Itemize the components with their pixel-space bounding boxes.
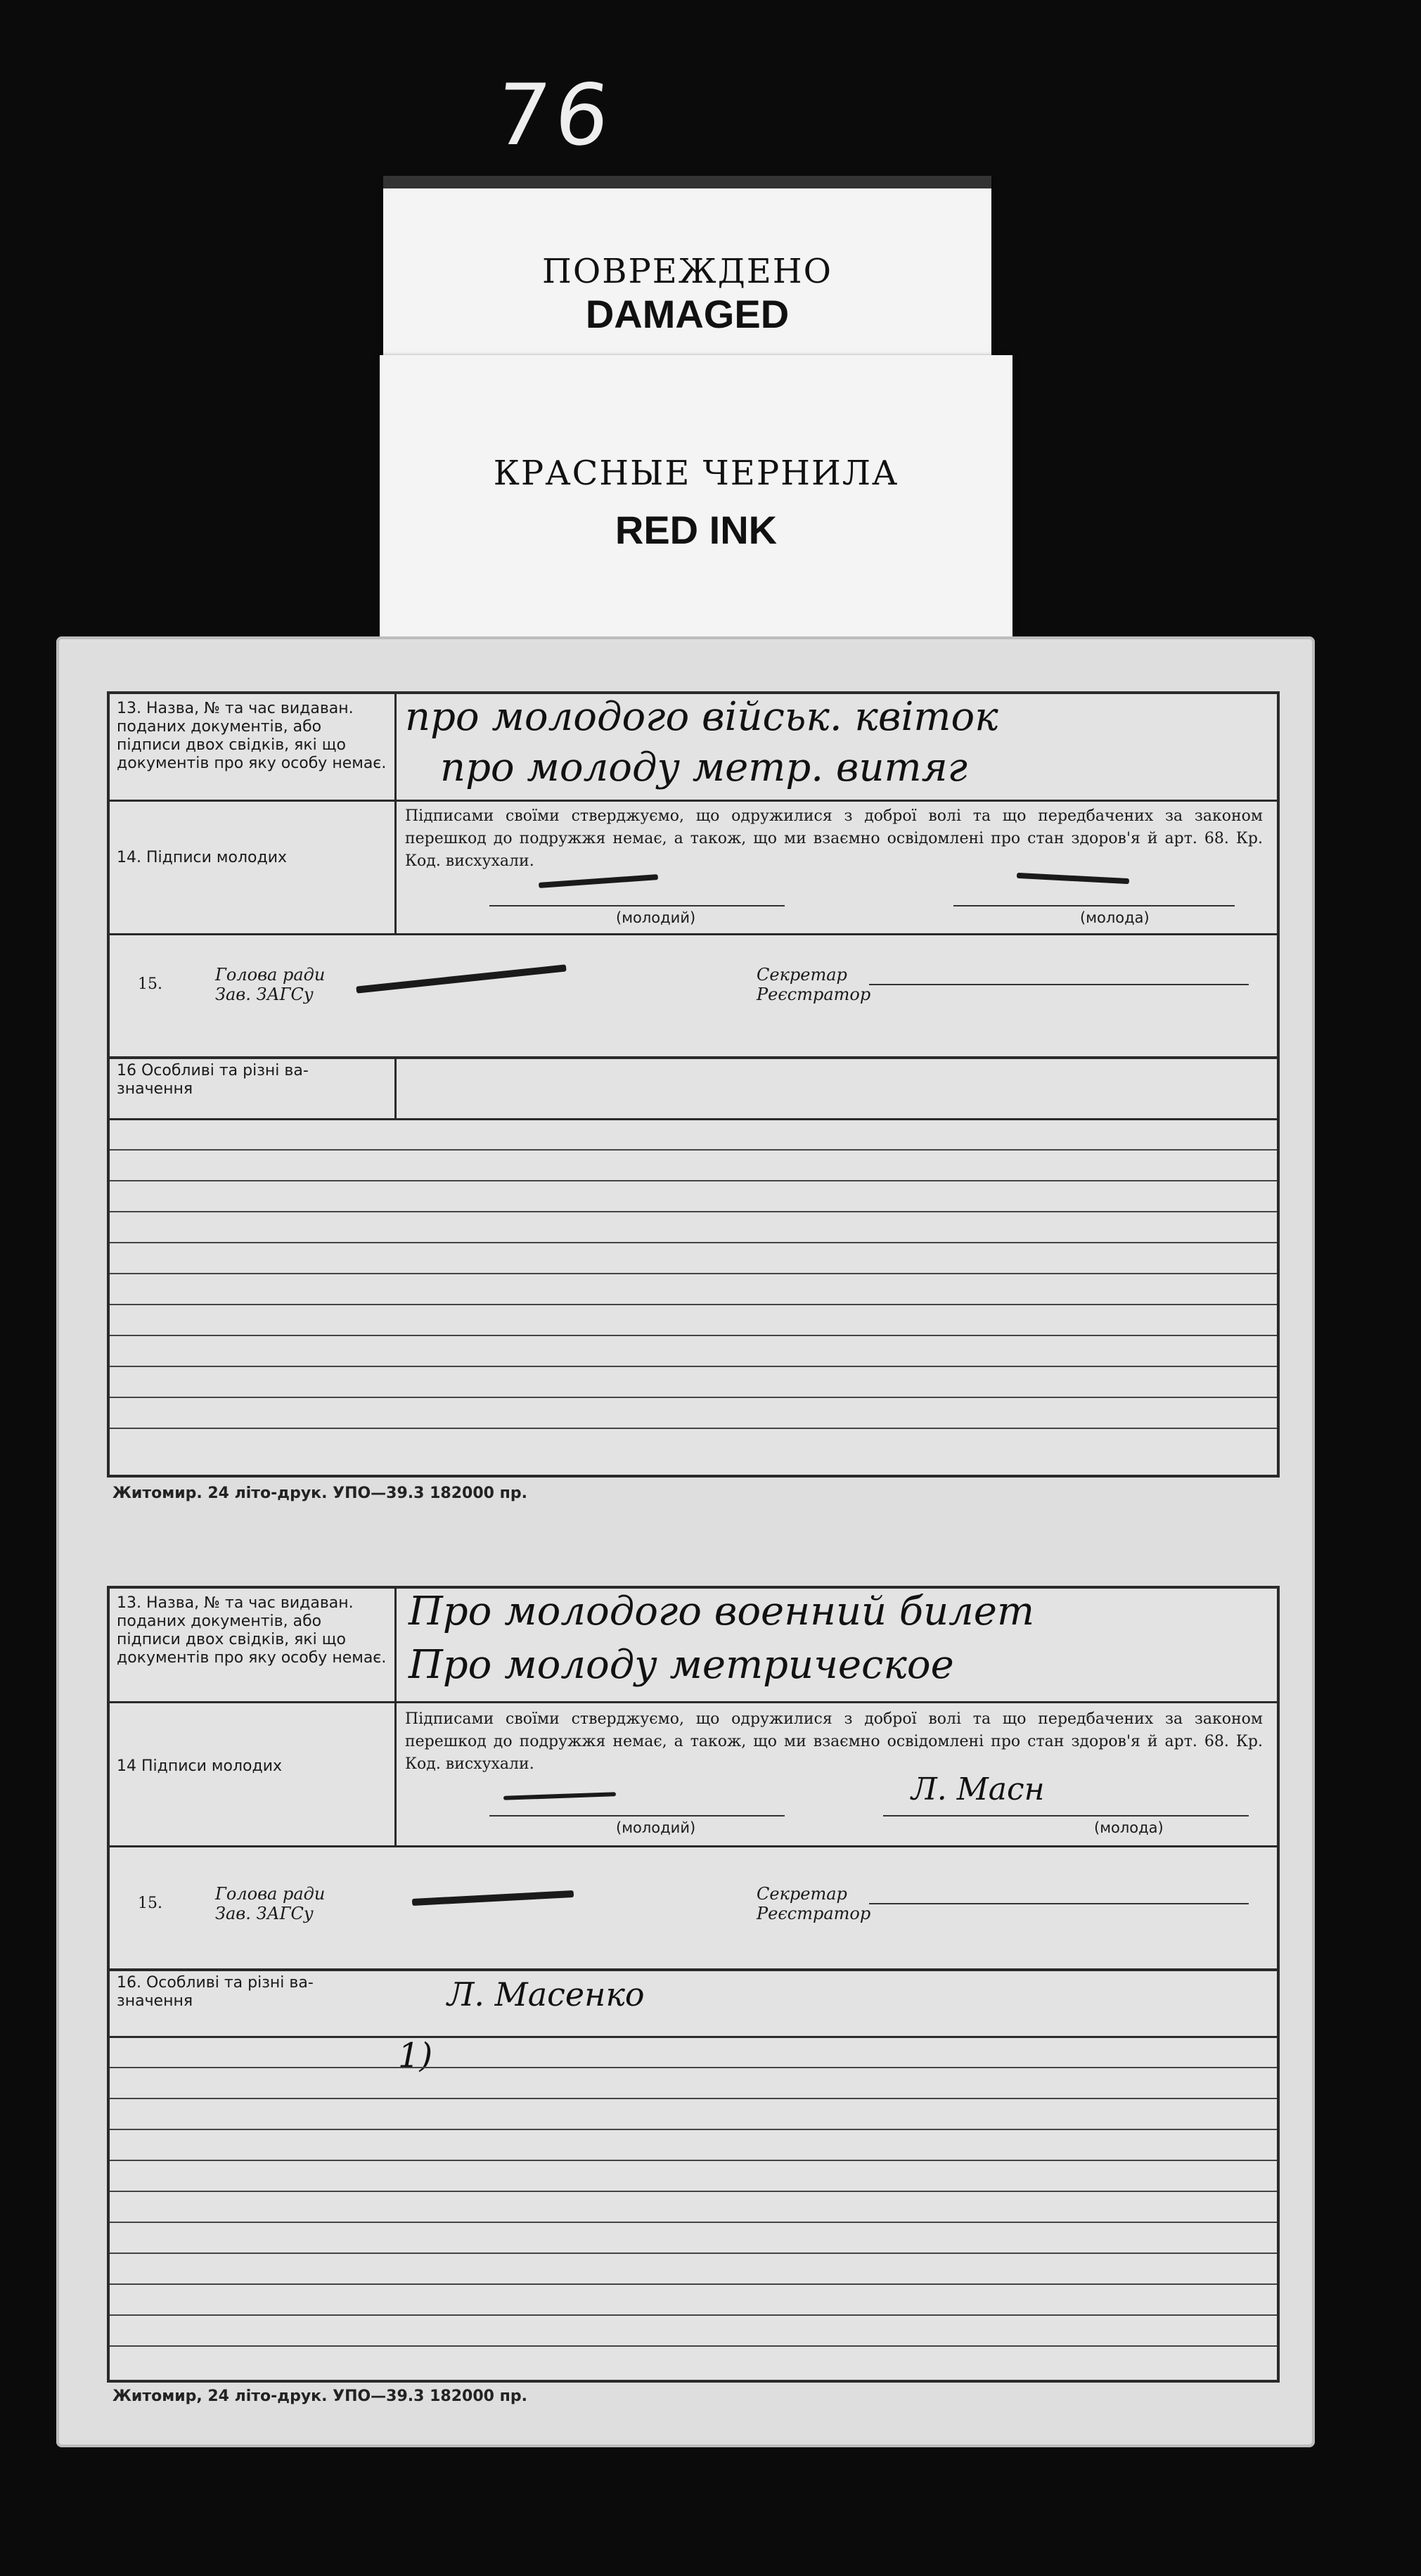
row-16-note: 1)	[398, 2036, 433, 2075]
bride-signature	[1017, 873, 1129, 884]
ruled-area	[110, 1118, 1277, 1475]
secretary-label: Секретар Реєстратор	[757, 965, 871, 1004]
row-16	[110, 1968, 1277, 2038]
secretary-label: Секретар Реєстратор	[757, 1884, 871, 1923]
groom-caption: (молодий)	[616, 1819, 696, 1836]
red-ink-tag-en: RED INK	[615, 508, 778, 552]
row-16-handwriting: Л. Масенко	[447, 1975, 645, 2013]
row-15-number: 15.	[138, 975, 162, 993]
row-14	[110, 1701, 1277, 1847]
damaged-tag-ru: ПОВРЕЖДЕНО	[541, 252, 833, 291]
row-13-handwriting-1: про молодого вiйськ. квiток	[405, 694, 998, 740]
row-15	[110, 1845, 1277, 1971]
form-1-footer: Житомир. 24 літо-друк. УПО—39.3 182000 пр.	[112, 1485, 527, 1502]
groom-signature	[539, 874, 658, 888]
marriage-record-1	[107, 691, 1280, 1478]
ruled-area	[110, 2036, 1277, 2380]
row-14	[110, 800, 1277, 935]
row-14-label: 14 Підписи молодих	[110, 1701, 397, 1845]
row-14-statement: Підписами своїми стверджуємо, що одружилися з доброї волі та що передбачених за законом перешкод до подружжя немає, а також, що ми взаємно освідомлені про стан здоров'я й арт. 68. Кр. Код. висхухали.	[405, 1710, 1263, 1773]
red-ink-tag-ru: КРАСНЫЕ ЧЕРНИЛА	[493, 454, 899, 493]
head-signature	[412, 1890, 574, 1906]
head-signature	[356, 964, 566, 993]
row-15	[110, 933, 1277, 1059]
row-16	[110, 1056, 1277, 1120]
row-16-label: 16 Особливі та різні ва- значення	[110, 1056, 397, 1118]
row-13-label: 13. Назва, № та час видаван. поданих документів, або підписи двох свідків, які що документів про яку особу немає.	[110, 1589, 397, 1701]
groom-signature-line	[489, 1815, 785, 1816]
bride-signature: Л. Масн	[911, 1771, 1045, 1807]
frame-number: 76	[490, 67, 620, 165]
row-15-number: 15.	[138, 1895, 162, 1912]
damaged-tag-en: DAMAGED	[585, 292, 790, 336]
register-page	[56, 636, 1315, 2447]
secretary-line	[869, 1903, 1249, 1904]
head-label: Голова ради Зав. ЗАГСу	[215, 1884, 326, 1923]
row-13-handwriting-2: Про молоду метрическое	[409, 1642, 954, 1688]
form-2-footer: Житомир, 24 літо-друк. УПО—39.3 182000 пр.	[112, 2388, 527, 2405]
bride-caption: (молода)	[1094, 1819, 1164, 1836]
row-13-handwriting-1: Про молодого военний билет	[409, 1589, 1035, 1634]
row-16-label: 16. Особливі та різні ва- значення	[117, 1974, 314, 2010]
red-ink-tag	[380, 355, 1012, 636]
bride-signature-line	[953, 905, 1235, 906]
head-label: Голова ради Зав. ЗАГСу	[215, 965, 326, 1004]
row-13-handwriting-2: про молоду метр. витяг	[440, 745, 967, 790]
row-14-label: 14. Підписи молодих	[110, 800, 397, 933]
row-13-label: 13. Назва, № та час видаван. поданих документів, або підписи двох свідків, які що документів про яку особу немає.	[110, 694, 397, 800]
secretary-line	[869, 984, 1249, 985]
damaged-tag	[383, 176, 991, 378]
row-13	[110, 1589, 1277, 1703]
groom-caption: (молодий)	[616, 909, 696, 926]
bride-signature-line	[883, 1815, 1249, 1816]
row-14-statement: Підписами своїми стверджуємо, що одружилися з доброї волі та що передбачених за законом перешкод до подружжя немає, а також, що ми взаємно освідомлені про стан здоров'я й арт. 68. Кр. Код. висхухали.	[405, 807, 1263, 870]
groom-signature-line	[489, 905, 785, 906]
bride-caption: (молода)	[1080, 909, 1150, 926]
row-13	[110, 694, 1277, 802]
groom-signature	[503, 1792, 616, 1800]
marriage-record-2	[107, 1586, 1280, 2383]
